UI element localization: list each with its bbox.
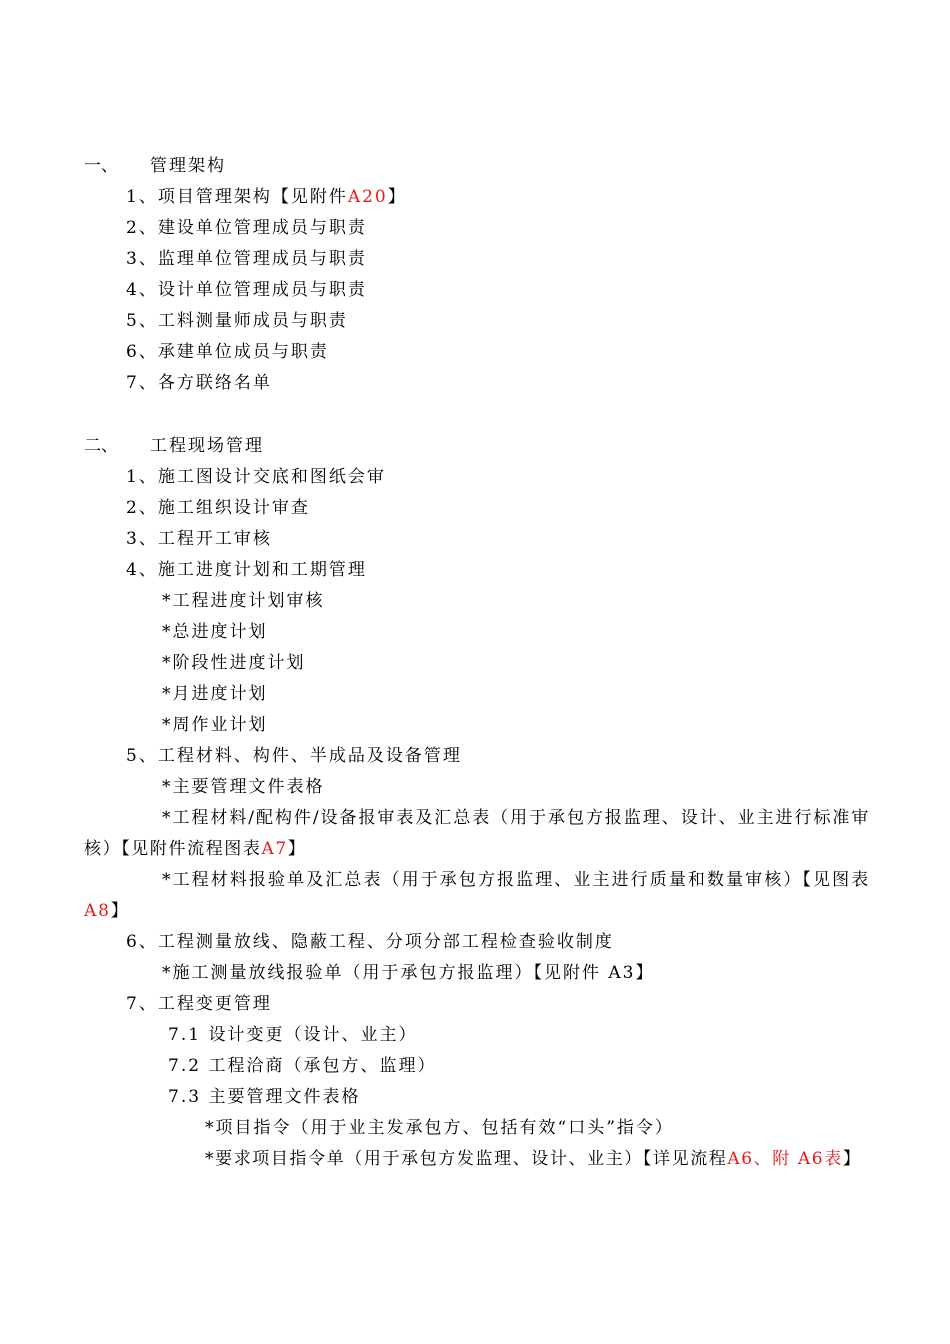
list-item: 5、工程材料、构件、半成品及设备管理	[126, 746, 462, 766]
list-item: 2、施工组织设计审查	[126, 498, 310, 518]
item-text: 工料测量师成员与职责	[157, 311, 348, 331]
list-item	[126, 368, 272, 399]
list-item	[126, 213, 367, 244]
sub-item: *月进度计划	[162, 684, 268, 704]
item-number: 7、	[126, 373, 158, 393]
sub-item: *主要管理文件表格	[162, 777, 325, 797]
sub-item: *阶段性进度计划	[162, 653, 306, 673]
bracket-close: 】	[287, 839, 307, 859]
list-item: 1、施工图设计交底和图纸会审	[126, 467, 386, 487]
section-number: 二、	[84, 436, 118, 456]
item-text: 监理单位管理成员与职责	[157, 249, 367, 269]
sub-item: 7.2 工程洽商（承包方、监理）	[168, 1056, 437, 1076]
paragraph-text: *工程材料/配构件/设备报审表及汇总表（用于承包方报监理、设计、业主进行标准审核）【见附件流程图表	[84, 808, 870, 859]
list-item	[126, 244, 367, 275]
list-item: 3、工程开工审核	[126, 529, 272, 549]
sub-sub-item-paragraph	[84, 1144, 870, 1175]
annex-reference: A8	[84, 901, 111, 921]
item-number: 4、	[126, 280, 158, 300]
item-text: 各方联络名单	[157, 373, 272, 393]
bracket-close: 】	[842, 1149, 862, 1169]
bracket-close: 】	[387, 187, 407, 207]
annex-reference: A7	[261, 839, 288, 859]
list-item	[126, 182, 407, 213]
list-item: 6、工程测量放线、隐蔽工程、分项分部工程检查验收制度	[126, 932, 614, 952]
paragraph-text: *要求项目指令单（用于承包方发监理、设计、业主）【详见流程	[205, 1149, 728, 1169]
sub-item-paragraph	[84, 803, 870, 865]
list-item	[126, 275, 367, 306]
list-item: 4、施工进度计划和工期管理	[126, 560, 367, 580]
section-title: 管理架构	[150, 156, 226, 176]
sub-item: *总进度计划	[162, 622, 268, 642]
item-number: 3、	[126, 249, 158, 269]
annex-reference: A6、附 A6	[727, 1149, 825, 1169]
item-text: 设计单位管理成员与职责	[157, 280, 367, 300]
item-text: 承建单位成员与职责	[157, 342, 329, 362]
sub-item: 7.3 主要管理文件表格	[168, 1087, 361, 1107]
sub-item: *施工测量放线报验单（用于承包方报监理）【见附件 A3】	[162, 963, 655, 983]
sub-item-paragraph	[84, 865, 870, 927]
sub-item: *工程进度计划审核	[162, 591, 325, 611]
item-number: 6、	[126, 342, 158, 362]
sub-item: 7.1 设计变更（设计、业主）	[168, 1025, 418, 1045]
section-number: 一、	[84, 156, 118, 176]
bracket-close: 】	[110, 901, 130, 921]
item-text: 建设单位管理成员与职责	[157, 218, 367, 238]
section-title: 工程现场管理	[150, 436, 264, 456]
annex-reference-tail: 表	[824, 1149, 843, 1169]
item-number: 1、	[126, 187, 158, 207]
annex-reference: A20	[347, 187, 388, 207]
item-number: 5、	[126, 311, 158, 331]
paragraph-text: *工程材料报验单及汇总表（用于承包方报监理、业主进行质量和数量审核）【见图表	[162, 870, 870, 890]
item-text: 项目管理架构【见附件	[157, 187, 348, 207]
list-item	[126, 337, 329, 368]
sub-sub-item: *项目指令（用于业主发承包方、包括有效“口头”指令）	[205, 1118, 674, 1138]
list-item	[126, 306, 348, 337]
item-number: 2、	[126, 218, 158, 238]
list-item: 7、工程变更管理	[126, 994, 272, 1014]
sub-item: *周作业计划	[162, 715, 268, 735]
